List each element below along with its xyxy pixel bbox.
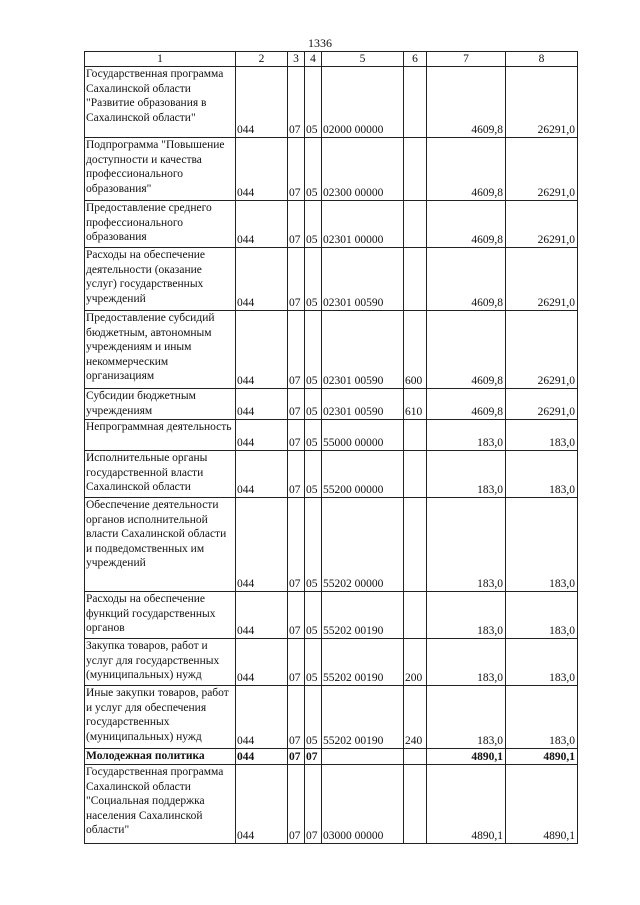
table-row	[85, 639, 578, 686]
cell-subsection: 05	[305, 451, 322, 498]
cell-amount-col7: 4609,8	[427, 389, 506, 420]
cell-subsection: 05	[305, 420, 322, 451]
cell-target-article: 55202 00190	[322, 686, 404, 749]
cell-subsection: 05	[305, 686, 322, 749]
cell-expense-type	[404, 592, 427, 639]
cell-name: Расходы на обеспечение функций государственных органов	[85, 592, 236, 639]
cell-section: 07	[288, 749, 305, 765]
cell-name: Подпрограмма "Повышение доступности и качества профессионального образования"	[85, 138, 236, 201]
cell-subsection: 07	[305, 765, 322, 844]
column-header-7: 7	[427, 52, 506, 67]
cell-name: Субсидии бюджетным учреждениям	[85, 389, 236, 420]
cell-target-article: 03000 00000	[322, 765, 404, 844]
cell-amount-col7: 4609,8	[427, 311, 506, 389]
cell-ministry-code: 044	[236, 686, 288, 749]
cell-ministry-code: 044	[236, 311, 288, 389]
cell-amount-col7: 183,0	[427, 639, 506, 686]
cell-amount-col8: 4890,1	[506, 765, 578, 844]
table-row	[85, 498, 578, 592]
cell-name: Исполнительные органы государственной власти Сахалинской области	[85, 451, 236, 498]
cell-amount-col7: 4609,8	[427, 248, 506, 311]
cell-subsection: 05	[305, 138, 322, 201]
cell-target-article: 02301 00000	[322, 201, 404, 248]
column-header-5: 5	[322, 52, 404, 67]
page-number: 1336	[308, 36, 332, 50]
table-row	[85, 686, 578, 749]
cell-name: Закупка товаров, работ и услуг для государственных (муниципальных) нужд	[85, 639, 236, 686]
cell-amount-col8: 26291,0	[506, 248, 578, 311]
table-row	[85, 420, 578, 451]
cell-name: Расходы на обеспечение деятельности (оказание услуг) государственных учреждений	[85, 248, 236, 311]
cell-amount-col7: 183,0	[427, 592, 506, 639]
cell-target-article: 02301 00590	[322, 311, 404, 389]
budget-table	[84, 51, 578, 844]
cell-expense-type	[404, 765, 427, 844]
cell-amount-col7: 4890,1	[427, 749, 506, 765]
cell-name: Непрограммная деятельность	[85, 420, 236, 451]
cell-target-article: 55202 00190	[322, 592, 404, 639]
cell-expense-type	[404, 451, 427, 498]
cell-ministry-code: 044	[236, 639, 288, 686]
cell-name: Государственная программа Сахалинской области "Развитие образования в Сахалинской области"	[85, 67, 236, 138]
cell-amount-col7: 183,0	[427, 686, 506, 749]
cell-name: Молодежная политика	[85, 749, 236, 765]
cell-subsection: 05	[305, 248, 322, 311]
cell-name: Предоставление среднего профессионального образования	[85, 201, 236, 248]
cell-ministry-code: 044	[236, 749, 288, 765]
cell-section: 07	[288, 389, 305, 420]
table-row	[85, 248, 578, 311]
cell-expense-type	[404, 420, 427, 451]
cell-amount-col8: 26291,0	[506, 201, 578, 248]
cell-amount-col7: 4890,1	[427, 765, 506, 844]
cell-amount-col8: 183,0	[506, 592, 578, 639]
cell-amount-col7: 183,0	[427, 498, 506, 592]
cell-section: 07	[288, 686, 305, 749]
table-row	[85, 749, 578, 765]
cell-ministry-code: 044	[236, 201, 288, 248]
cell-section: 07	[288, 67, 305, 138]
table-row	[85, 765, 578, 844]
cell-subsection: 05	[305, 389, 322, 420]
cell-target-article: 02301 00590	[322, 389, 404, 420]
cell-amount-col7: 183,0	[427, 451, 506, 498]
cell-ministry-code: 044	[236, 248, 288, 311]
table-row	[85, 138, 578, 201]
table-row	[85, 201, 578, 248]
cell-ministry-code: 044	[236, 138, 288, 201]
table-row	[85, 389, 578, 420]
cell-expense-type	[404, 248, 427, 311]
cell-section: 07	[288, 639, 305, 686]
cell-section: 07	[288, 592, 305, 639]
cell-section: 07	[288, 201, 305, 248]
cell-amount-col7: 4609,8	[427, 201, 506, 248]
cell-target-article: 02000 00000	[322, 67, 404, 138]
cell-ministry-code: 044	[236, 389, 288, 420]
cell-section: 07	[288, 765, 305, 844]
cell-expense-type: 240	[404, 686, 427, 749]
cell-section: 07	[288, 248, 305, 311]
cell-expense-type	[404, 201, 427, 248]
cell-name: Государственная программа Сахалинской области "Социальная поддержка населения Сахалинской области"	[85, 765, 236, 844]
table-row	[85, 67, 578, 138]
cell-target-article: 02300 00000	[322, 138, 404, 201]
cell-amount-col8: 4890,1	[506, 749, 578, 765]
cell-subsection: 05	[305, 639, 322, 686]
cell-amount-col8: 26291,0	[506, 138, 578, 201]
cell-amount-col7: 183,0	[427, 420, 506, 451]
cell-section: 07	[288, 420, 305, 451]
cell-target-article	[322, 749, 404, 765]
cell-ministry-code: 044	[236, 765, 288, 844]
cell-subsection: 05	[305, 592, 322, 639]
cell-target-article: 55200 00000	[322, 451, 404, 498]
cell-subsection: 05	[305, 311, 322, 389]
cell-amount-col8: 183,0	[506, 686, 578, 749]
cell-name: Обеспечение деятельности органов исполнительной власти Сахалинской области и подведомственных им учреждений	[85, 498, 236, 592]
column-header-8: 8	[506, 52, 578, 67]
cell-ministry-code: 044	[236, 451, 288, 498]
column-header-3: 3	[288, 52, 305, 67]
cell-target-article: 02301 00590	[322, 248, 404, 311]
cell-subsection: 07	[305, 749, 322, 765]
cell-target-article: 55000 00000	[322, 420, 404, 451]
table-body	[85, 67, 578, 844]
cell-target-article: 55202 00000	[322, 498, 404, 592]
cell-expense-type	[404, 67, 427, 138]
table-row	[85, 311, 578, 389]
cell-subsection: 05	[305, 498, 322, 592]
cell-amount-col8: 183,0	[506, 639, 578, 686]
cell-expense-type: 600	[404, 311, 427, 389]
table-header-row	[85, 52, 578, 67]
cell-amount-col8: 26291,0	[506, 311, 578, 389]
cell-ministry-code: 044	[236, 592, 288, 639]
cell-amount-col8: 26291,0	[506, 389, 578, 420]
cell-ministry-code: 044	[236, 420, 288, 451]
cell-ministry-code: 044	[236, 67, 288, 138]
cell-amount-col8: 183,0	[506, 420, 578, 451]
cell-expense-type: 200	[404, 639, 427, 686]
column-header-4: 4	[305, 52, 322, 67]
table-row	[85, 592, 578, 639]
cell-section: 07	[288, 311, 305, 389]
cell-section: 07	[288, 138, 305, 201]
cell-ministry-code: 044	[236, 498, 288, 592]
cell-amount-col7: 4609,8	[427, 138, 506, 201]
cell-amount-col8: 183,0	[506, 451, 578, 498]
cell-expense-type	[404, 138, 427, 201]
cell-expense-type: 610	[404, 389, 427, 420]
table-row	[85, 451, 578, 498]
cell-name: Иные закупки товаров, работ и услуг для обеспечения государственных (муниципальных) нужд	[85, 686, 236, 749]
cell-expense-type	[404, 498, 427, 592]
cell-name: Предоставление субсидий бюджетным, автономным учреждениям и иным некоммерческим организациям	[85, 311, 236, 389]
cell-amount-col8: 26291,0	[506, 67, 578, 138]
column-header-1: 1	[85, 52, 236, 67]
cell-section: 07	[288, 498, 305, 592]
cell-amount-col7: 4609,8	[427, 67, 506, 138]
cell-subsection: 05	[305, 201, 322, 248]
column-header-2: 2	[236, 52, 288, 67]
cell-subsection: 05	[305, 67, 322, 138]
column-header-6: 6	[404, 52, 427, 67]
cell-target-article: 55202 00190	[322, 639, 404, 686]
cell-section: 07	[288, 451, 305, 498]
cell-amount-col8: 183,0	[506, 498, 578, 592]
cell-expense-type	[404, 749, 427, 765]
